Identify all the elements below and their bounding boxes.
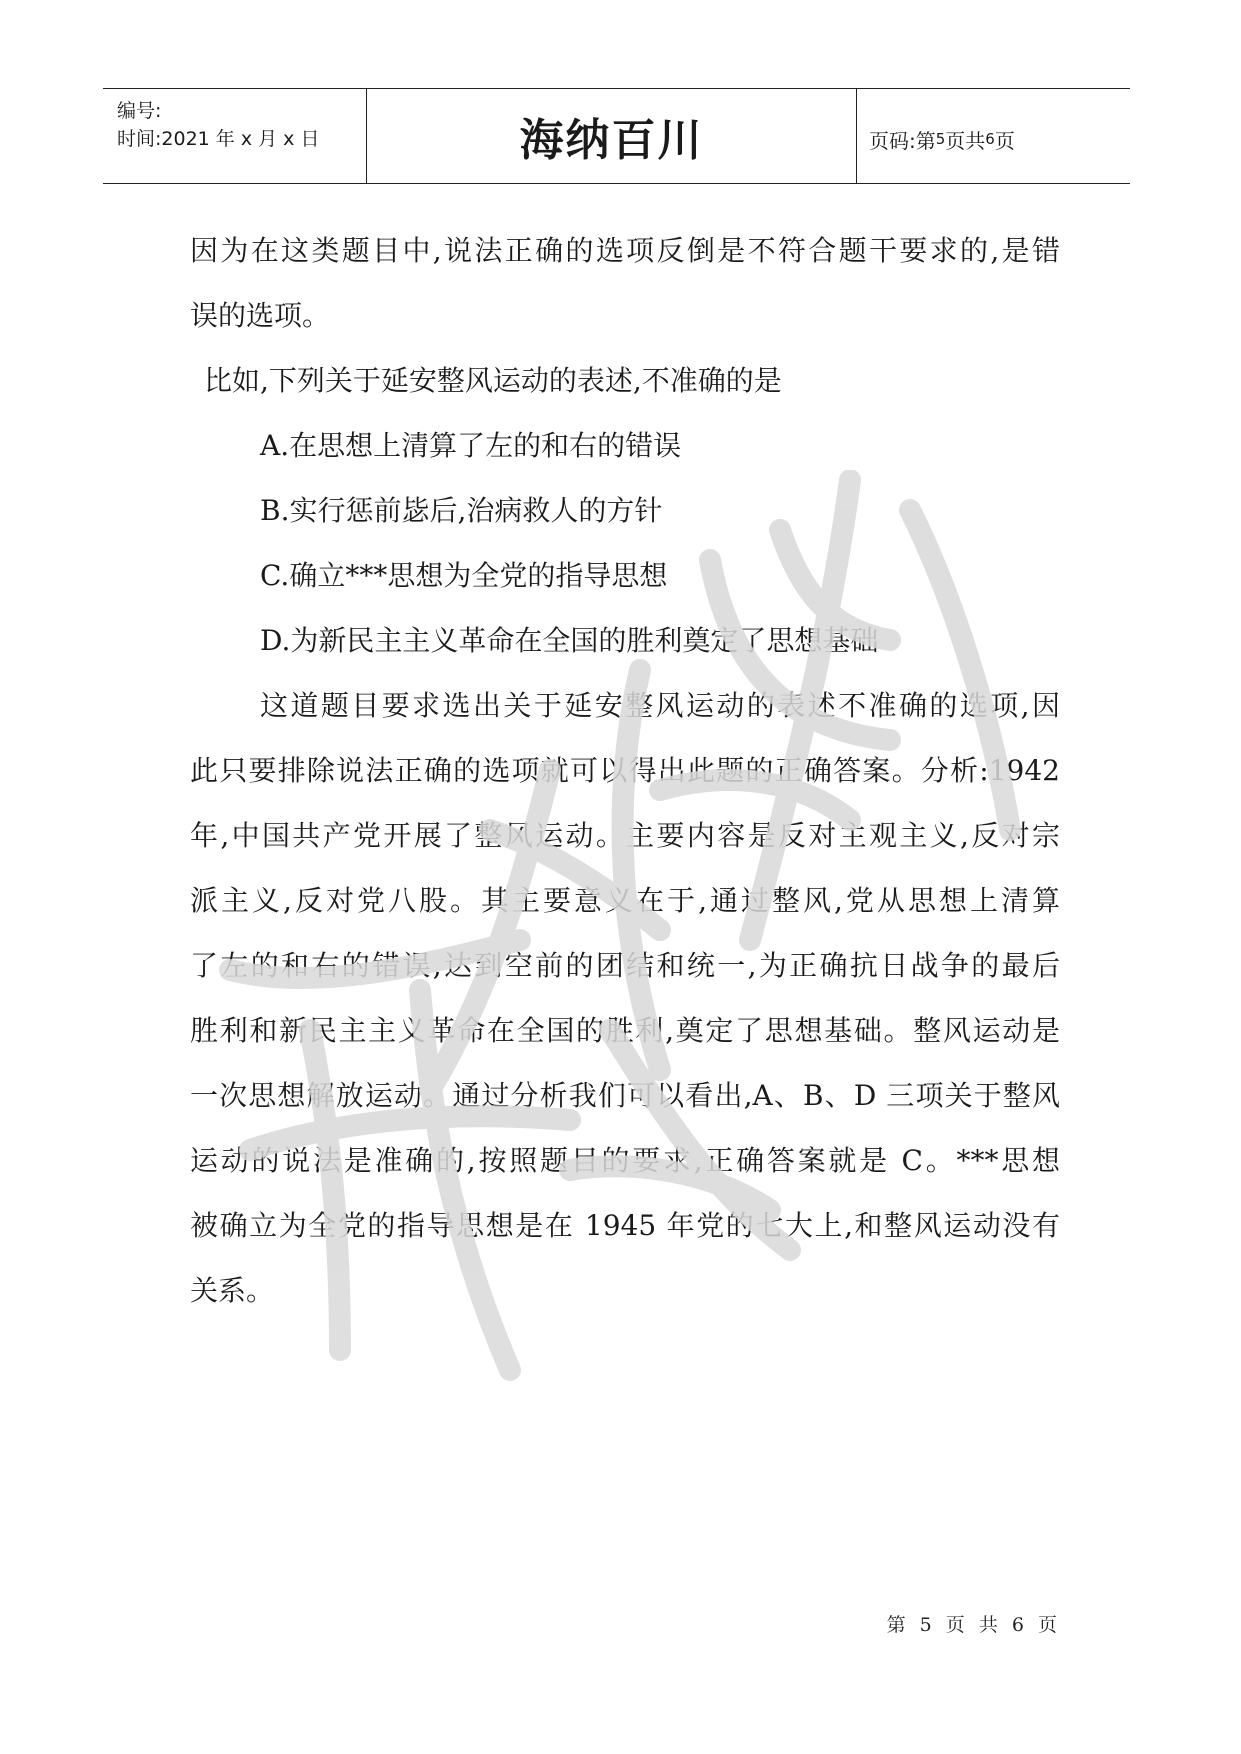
paragraph-line: 因为在这类题目中,说法正确的选项反倒是不符合题干要求的,是错 (190, 234, 1060, 267)
serial-number-label: 编号: (117, 100, 162, 122)
analysis-line: 一次思想解放运动。通过分析我们可以看出,A、B、D 三项关于整风 (190, 1079, 1060, 1112)
question-stem: 比如,下列关于延安整风运动的表述,不准确的是 (204, 364, 782, 397)
paragraph-line: 误的选项。 (190, 299, 331, 332)
analysis-line: 被确立为全党的指导思想是在 1945 年党的七大上,和整风运动没有 (190, 1209, 1060, 1242)
analysis-line: 关系。 (190, 1274, 275, 1307)
document-title: 海纳百川 (519, 115, 704, 166)
analysis-line: 了左的和右的错误,达到空前的团结和统一,为正确抗日战争的最后 (190, 949, 1060, 982)
analysis-line: 年,中国共产党开展了整风运动。主要内容是反对主观主义,反对宗 (190, 819, 1060, 852)
header-meta-cell (103, 89, 367, 183)
header-title-cell (367, 89, 857, 183)
header-page-cell (857, 89, 1130, 183)
page-suffix: 页 (994, 128, 1015, 153)
analysis-line: 派主义,反对党八股。其主要意义在于,通过整风,党从思想上清算 (190, 884, 1060, 917)
option-b: B.实行惩前毖后,治病救人的方针 (260, 494, 663, 527)
page-prefix: 页码:第 (869, 128, 936, 153)
analysis-line: 胜利和新民主主义革命在全国的胜利,奠定了思想基础。整风运动是 (190, 1014, 1060, 1047)
option-d: D.为新民主主义革命在全国的胜利奠定了思想基础 (260, 624, 879, 657)
document-header (103, 88, 1130, 184)
date-label: 时间:2021 年 x 月 x 日 (117, 128, 320, 150)
page-total: 6 (985, 130, 995, 148)
page-number: 5 (935, 130, 946, 148)
analysis-line: 运动的说法是准确的,按照题目的要求,正确答案就是 C。***思想 (190, 1144, 1060, 1177)
document-body (190, 218, 1060, 1323)
page-mid: 页共 (945, 128, 986, 153)
analysis-line: 此只要排除说法正确的选项就可以得出此题的正确答案。分析:1942 (190, 754, 1060, 787)
option-a: A.在思想上清算了左的和右的错误 (260, 429, 682, 462)
page-footer: 第 5 页 共 6 页 (886, 1614, 1061, 1636)
analysis-line: 这道题目要求选出关于延安整风运动的表述不准确的选项,因 (260, 689, 1060, 722)
option-c: C.确立***思想为全党的指导思想 (260, 559, 668, 592)
